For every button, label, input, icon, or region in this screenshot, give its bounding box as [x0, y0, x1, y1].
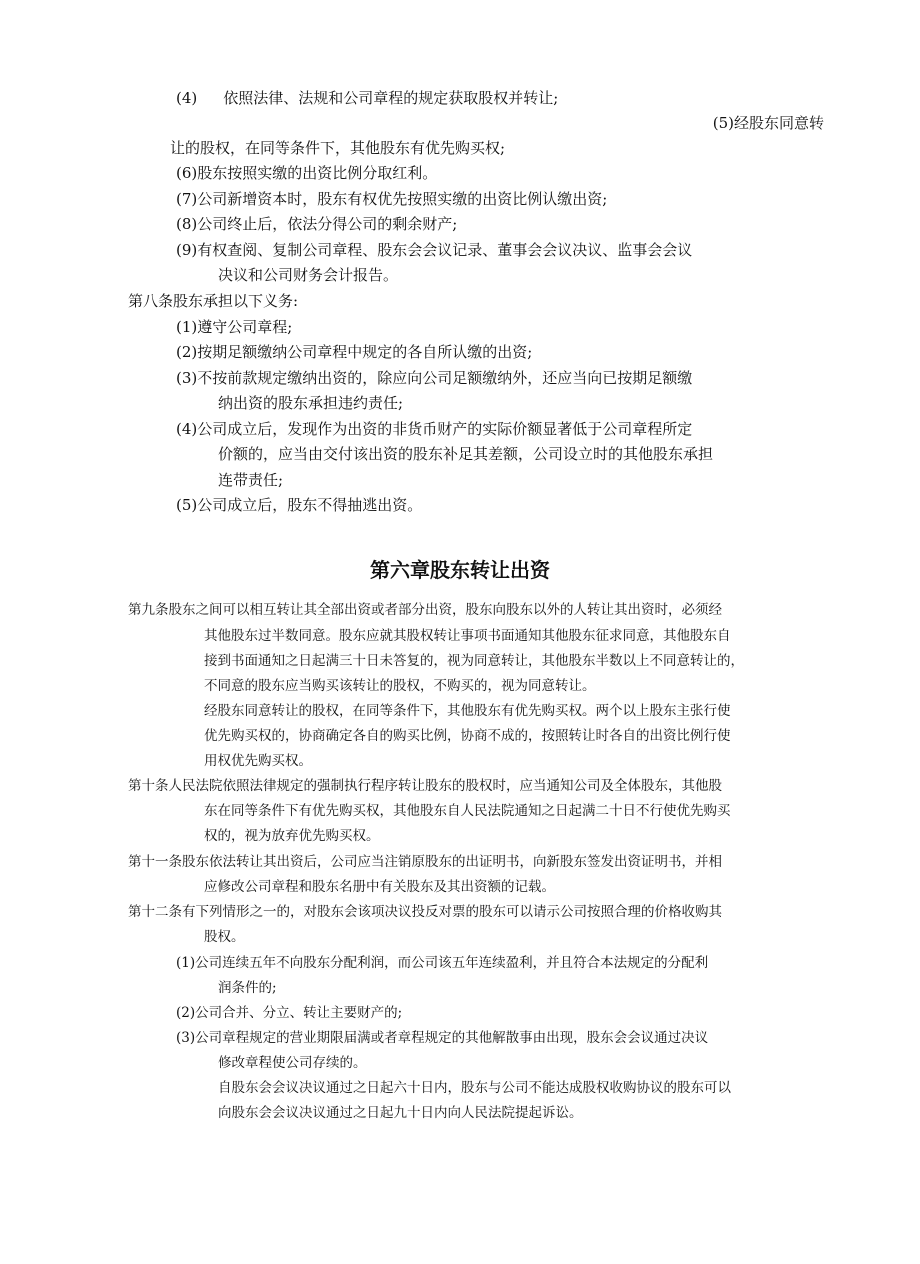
article-11-line1: 第十一条股东依法转让其出资后，公司应当注销原股东的出证明书，向新股东签发出资证明书，并相 — [128, 854, 722, 870]
obligation-item-4-line2: 价额的，应当由交付该出资的股东补足其差额，公司设立时的其他股东承担 — [218, 445, 714, 463]
article-10-line2: 东在同等条件下有优先购买权，其他股东自人民法院通知之日起满二十日不行使优先购买 — [204, 803, 731, 819]
obligation-item-2: (2)按期足额缴纳公司章程中规定的各自所认缴的出资; — [176, 343, 533, 361]
rights-item-5-line2: 让的股权，在同等条件下，其他股东有优先购买权; — [170, 139, 506, 157]
article-9-line7: 用权优先购买权。 — [204, 753, 312, 769]
article-12-line1: 第十二条有下列情形之一的，对股东会该项决议投反对票的股东可以请示公司按照合理的价格收购其 — [128, 904, 722, 920]
obligation-item-5: (5)公司成立后，股东不得抽逃出资。 — [176, 496, 423, 514]
obligation-item-1: (1)遵守公司章程; — [176, 318, 293, 336]
article-12-item3-line2: 修改章程使公司存续的。 — [218, 1055, 367, 1071]
article-12-note-line2: 向股东会会议决议通过之日起九十日内向人民法院提起诉讼。 — [218, 1105, 583, 1121]
obligation-item-4-line3: 连带责任; — [218, 471, 284, 489]
article-12-item2: (2)公司合并、分立、转让主要财产的; — [176, 1005, 403, 1021]
rights-item-7: (7)公司新增资本时，股东有权优先按照实缴的出资比例认缴出资; — [176, 190, 608, 208]
rights-item-9-line1: (9)有权查阅、复制公司章程、股东会会议记录、董事会会议决议、监事会会议 — [176, 241, 693, 259]
article-12-note-line1: 自股东会会议决议通过之日起六十日内，股东与公司不能达成股权收购协议的股东可以 — [218, 1080, 731, 1096]
rights-item-6: (6)股东按照实缴的出资比例分取红利。 — [176, 164, 438, 182]
chapter-6-title: 第六章股东转让出资 — [370, 558, 550, 582]
rights-item-4-number: (4) — [176, 89, 198, 107]
obligation-item-3-line1: (3)不按前款规定缴纳出资的，除应向公司足额缴纳外，还应当向已按期足额缴 — [176, 369, 693, 387]
article-9-line4: 不同意的股东应当购买该转让的股权，不购买的，视为同意转让。 — [204, 678, 596, 694]
article-11-line2: 应修改公司章程和股东名册中有关股东及其出资额的记载。 — [204, 879, 555, 895]
article-12-item1-line1: (1)公司连续五年不向股东分配利润，而公司该五年连续盈利，并且符合本法规定的分配利 — [176, 955, 709, 971]
article-12-item3-line1: (3)公司章程规定的营业期限届满或者章程规定的其他解散事由出现，股东会会议通过决议 — [176, 1030, 709, 1046]
obligation-item-4-line1: (4)公司成立后，发现作为出资的非货币财产的实际价额显著低于公司章程所定 — [176, 420, 693, 438]
rights-item-4-text: 依照法律、法规和公司章程的规定获取股权并转让; — [223, 89, 559, 107]
article-12-item1-line2: 润条件的; — [218, 980, 277, 996]
article-12-line2: 股权。 — [204, 929, 245, 945]
article-8-heading: 第八条股东承担以下义务: — [128, 292, 299, 310]
article-9-line1: 第九条股东之间可以相互转让其全部出资或者部分出资，股东向股东以外的人转让其出资时，必须经 — [128, 602, 722, 618]
article-9-line2: 其他股东过半数同意。股东应就其股权转让事项书面通知其他股东征求同意，其他股东自 — [204, 628, 731, 644]
rights-item-9-line2: 决议和公司财务会计报告。 — [218, 266, 399, 284]
rights-item-5-line1: (5)经股东同意转 — [712, 114, 824, 132]
article-9-line3: 接到书面通知之日起满三十日未答复的，视为同意转让，其他股东半数以上不同意转让的， — [204, 653, 744, 669]
article-9-line5: 经股东同意转让的股权，在同等条件下，其他股东有优先购买权。两个以上股东主张行使 — [204, 703, 731, 719]
rights-item-8: (8)公司终止后，依法分得公司的剩余财产; — [176, 215, 458, 233]
article-10-line1: 第十条人民法院依照法律规定的强制执行程序转让股东的股权时，应当通知公司及全体股东，其他股 — [128, 778, 722, 794]
obligation-item-3-line2: 纳出资的股东承担违约责任; — [218, 394, 404, 412]
article-9-line6: 优先购买权的，协商确定各自的购买比例，协商不成的，按照转让时各自的出资比例行使 — [204, 728, 731, 744]
article-10-line3: 权的，视为放弃优先购买权。 — [204, 828, 380, 844]
rights-item-4 — [176, 88, 558, 108]
